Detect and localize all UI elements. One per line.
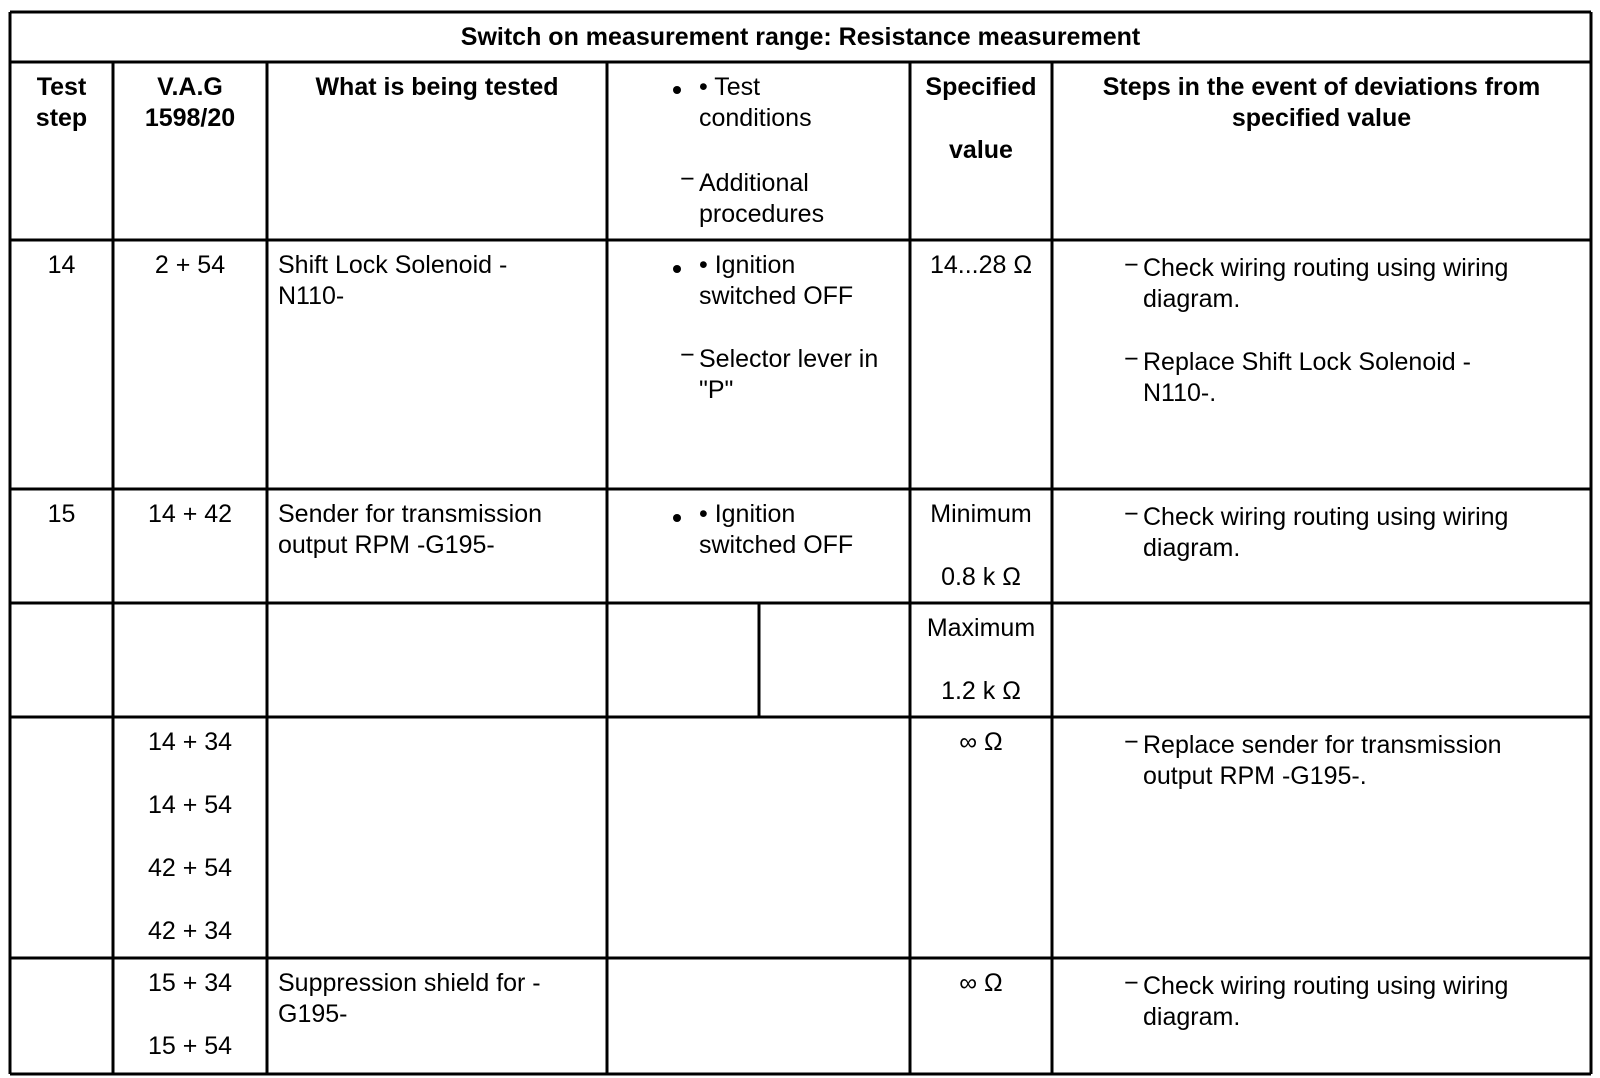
header-test-step-line1: Test bbox=[36, 73, 87, 101]
dash-marker: − bbox=[1124, 251, 1139, 279]
row-max-spec-label: Maximum bbox=[926, 614, 1036, 642]
row-inf-vag-4: 42 + 34 bbox=[147, 917, 233, 945]
dash-marker: − bbox=[680, 341, 695, 369]
dash-marker: − bbox=[680, 165, 695, 193]
row15-cond-bullet-line1: • Ignition bbox=[699, 500, 796, 528]
row15-action1-line2: diagram. bbox=[1143, 534, 1241, 562]
row-inf-vag-2: 14 + 54 bbox=[147, 791, 233, 819]
row-shield-action1-line2: diagram. bbox=[1143, 1003, 1241, 1031]
row-inf-action1-line2: output RPM -G195-. bbox=[1143, 762, 1367, 790]
bullet-dot bbox=[673, 86, 681, 94]
row-inf-vag-3: 42 + 54 bbox=[147, 854, 233, 882]
row-shield-vag-1: 15 + 34 bbox=[147, 969, 233, 997]
row15-vag: 14 + 42 bbox=[147, 500, 233, 528]
row15-test-step: 15 bbox=[47, 500, 76, 528]
header-cond-bullet-line1: • Test bbox=[699, 73, 761, 101]
bullet-dot bbox=[673, 514, 681, 522]
row14-cond-dash-line2: "P" bbox=[699, 376, 734, 404]
row14-what-line2: N110- bbox=[278, 282, 345, 310]
row15-what-line2: output RPM -G195- bbox=[278, 531, 495, 559]
row-shield-spec: ∞ Ω bbox=[959, 969, 1003, 997]
row15-what-line1: Sender for transmission bbox=[278, 500, 543, 528]
row-shield-what-line2: G195- bbox=[278, 1000, 348, 1028]
row14-action2-line1: Replace Shift Lock Solenoid - bbox=[1143, 348, 1471, 376]
row-inf-action1-line1: Replace sender for transmission bbox=[1143, 731, 1502, 759]
row14-cond-dash-line1: Selector lever in bbox=[699, 345, 879, 373]
header-what-tested: What is being tested bbox=[315, 73, 559, 101]
row15-spec-label: Minimum bbox=[930, 500, 1032, 528]
dash-marker: − bbox=[1124, 728, 1139, 756]
row14-spec: 14...28 Ω bbox=[929, 251, 1033, 279]
row14-what-line1: Shift Lock Solenoid - bbox=[278, 251, 508, 279]
header-cond-bullet-line2: conditions bbox=[699, 104, 812, 132]
header-steps-line1: Steps in the event of deviations from bbox=[1102, 73, 1541, 101]
header-cond-dash-line2: procedures bbox=[699, 200, 825, 228]
header-cond-dash-line1: Additional bbox=[699, 169, 809, 197]
row14-cond-bullet-line2: switched OFF bbox=[699, 282, 854, 310]
header-test-step-line2: step bbox=[35, 104, 88, 132]
bullet-dot bbox=[673, 265, 681, 273]
header-specified-line1: Specified bbox=[925, 73, 1037, 101]
row15-cond-bullet-line2: switched OFF bbox=[699, 531, 854, 559]
row14-action2-line2: N110-. bbox=[1143, 379, 1217, 407]
row14-action1-line2: diagram. bbox=[1143, 285, 1241, 313]
header-steps-line2: specified value bbox=[1231, 104, 1412, 132]
header-specified-line2: value bbox=[949, 136, 1013, 164]
row-shield-what-line1: Suppression shield for - bbox=[278, 969, 541, 997]
row14-action1-line1: Check wiring routing using wiring bbox=[1143, 254, 1509, 282]
header-vag-line2: 1598/20 bbox=[144, 104, 236, 132]
header-vag-line1: V.A.G bbox=[157, 73, 223, 101]
row-max-spec-value: 1.2 k Ω bbox=[941, 677, 1021, 705]
row15-action1-line1: Check wiring routing using wiring bbox=[1143, 503, 1509, 531]
row-inf-spec: ∞ Ω bbox=[959, 728, 1003, 756]
dash-marker: − bbox=[1124, 345, 1139, 373]
row14-cond-bullet-line1: • Ignition bbox=[699, 251, 796, 279]
row14-vag: 2 + 54 bbox=[154, 251, 226, 279]
table-title: Switch on measurement range: Resistance measurement bbox=[460, 23, 1141, 51]
row15-spec-value: 0.8 k Ω bbox=[941, 563, 1021, 591]
row14-test-step: 14 bbox=[47, 251, 76, 279]
row-inf-vag-1: 14 + 34 bbox=[147, 728, 233, 756]
dash-marker: − bbox=[1124, 969, 1139, 997]
dash-marker: − bbox=[1124, 500, 1139, 528]
row-shield-vag-2: 15 + 54 bbox=[147, 1032, 233, 1060]
row-shield-action1-line1: Check wiring routing using wiring bbox=[1143, 972, 1509, 1000]
